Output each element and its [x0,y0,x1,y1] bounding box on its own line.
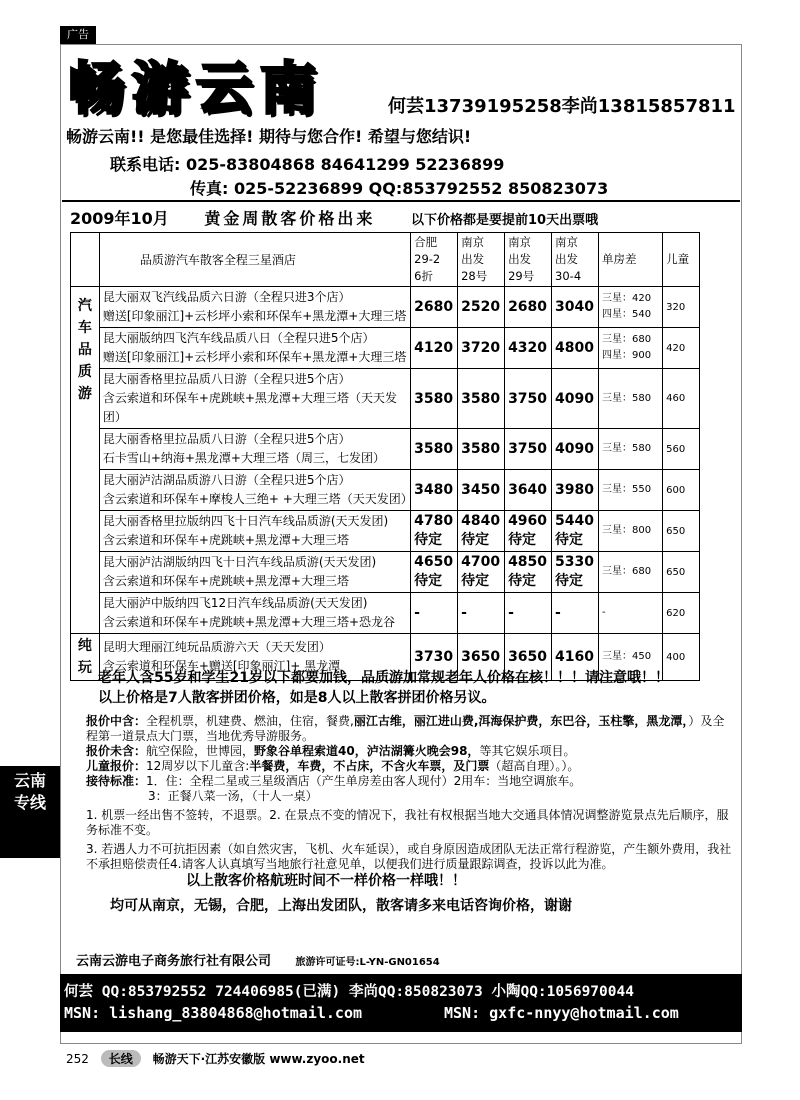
price-cell: 2680 [411,287,458,328]
price-cell: 3450 [458,470,505,511]
table-row [71,369,700,429]
table-header-row [71,233,700,287]
price-cell: 3720 [458,328,505,369]
center-note-2: 均可从南京，无锡，合肥，上海出发团队，散客请多来电话咨询价格，谢谢 [110,898,572,914]
page-number: 252 [66,1052,89,1066]
col-head-nj30: 南京 出发 30-4 [552,233,599,287]
qq-line: 何芸 QQ:853792552 724406985(已满) 李尚QQ:850823073 小陶QQ:1056970044 [64,984,634,1000]
phone-line: 联系电话: 025-83804868 84641299 52236899 [110,155,505,174]
price-cell: 3480 [411,470,458,511]
header-title: 品质游汽车散客全程三星酒店 [99,233,410,287]
table-row [71,429,700,470]
header-blank [71,233,100,287]
col-head-nj28: 南京 出发 28号 [458,233,505,287]
slogan: 畅游云南!! 是您最佳选择! 期待与您合作! 希望与您结识! [66,127,472,146]
single-supplement: 三星：450 [599,634,663,681]
child-price: 400 [663,634,700,681]
price-cell: 3580 [411,429,458,470]
note-group: 以上价格是7人散客拼团价格，如是8人以上散客拼团价格另议。 [98,690,496,706]
route-cell: 昆大丽泸沽湖品质游八日游（全程只进5个店） 含云索道和环保车+摩梭人三绝+ +大理三塔（天天发团） [99,470,410,511]
price-cell: 4120 [411,328,458,369]
price-cell: 5330 待定 [552,552,599,593]
child-price: 650 [663,511,700,552]
section-note: 以下价格都是要提前10天出票哦 [410,213,599,228]
price-cell: 4840 待定 [458,511,505,552]
section-title: 黄金周散客价格出来 [204,209,376,228]
license-number: 旅游许可证号:L-YN-GN01654 [295,957,440,968]
section-pill: 长线 [101,1050,141,1067]
contact-bar [60,974,742,1032]
table-row [71,328,700,369]
price-cell: 3580 [458,429,505,470]
table-row [71,511,700,552]
price-cell: 3580 [458,369,505,429]
table-row [71,593,700,634]
child-price: 460 [663,369,700,429]
table-row [71,287,700,328]
col-head-single: 单房差 [599,233,663,287]
table-row [71,552,700,593]
price-cell: 4090 [552,429,599,470]
price-cell: 4780 待定 [411,511,458,552]
single-supplement: 三星：680 四星：900 [599,328,663,369]
price-cell: - [411,593,458,634]
price-cell: 2680 [505,287,552,328]
price-cell: - [552,593,599,634]
ad-tag: 广告 [60,26,96,44]
note-senior: 老年人含55岁和学生21岁以下都要加钱，品质游加常规老年人价格在核！！！请注意哦！！ [98,670,669,686]
category-auto: 汽 车 品 质 游 [71,287,100,634]
route-cell: 昆大丽香格里拉品质八日游（全程只进5个店） 石卡雪山+纳海+黑龙潭+大理三塔（周三，七发团） [99,429,410,470]
divider [62,200,740,202]
rule-1: 1. 机票一经出售不签转，不退票。2. 在景点不变的情况下，我社有权根据当地大交通具体情况调整游览景点先后顺序，服务标准不变。 [86,808,729,837]
price-cell: 3650 [458,634,505,681]
route-cell: 昆大丽双飞汽线品质六日游（全程只进3个店） 赠送[印象丽江]+云杉坪小索和环保车+黑龙潭+大理三塔 [99,287,410,328]
price-cell: 3040 [552,287,599,328]
single-supplement: 三星：800 [599,511,663,552]
price-cell: 4700 待定 [458,552,505,593]
important-notes [98,668,669,708]
msn-2: MSN: gxfc-nnyy@hotmail.com [444,1004,679,1022]
section-date: 2009年10月 [70,209,169,228]
col-head-nj29: 南京 出发 29号 [505,233,552,287]
single-supplement: 三星：580 [599,369,663,429]
price-table [70,232,700,681]
single-supplement: - [599,593,663,634]
child-line: 儿童报价：12周岁以下儿童含:半餐费，车费，不占床，不含火车票，及门票（超高自理）。）。 [86,759,580,773]
route-cell: 昆大丽香格里拉品质八日游（全程只进5个店） 含云索道和环保车+虎跳峡+黑龙潭+大理三塔（天天发团） [99,369,410,429]
rule-3: 3. 若遇人力不可抗拒因素（如自然灾害，飞机、火车延误），或自身原因造成团队无法正常行程游览，产生额外费用，我社不承担赔偿责任4.请客人认真填写当地旅行社意见单，以便我们进行质量跟踪调查，投诉以此为准。 [86,842,732,871]
side-tab: 云南 专线 [0,766,60,858]
route-cell: 昆大丽泸中版纳四飞12日汽车线品质游(天天发团) 含云索道和环保车+虎跳峡+黑龙潭+大理三塔+恐龙谷 [99,593,410,634]
price-cell: 5440 待定 [552,511,599,552]
section-heading [70,206,598,229]
company-line [76,950,440,969]
price-cell: 3980 [552,470,599,511]
child-price: 320 [663,287,700,328]
standard-meal: 3：正餐八菜一汤，（十人一桌） [148,789,318,803]
col-head-hefei: 合肥 29-2 6折 [411,233,458,287]
col-head-child: 儿童 [663,233,700,287]
child-price: 560 [663,429,700,470]
footer-text: 畅游天下·江苏安徽版 www.zyoo.net [152,1052,365,1066]
child-price: 650 [663,552,700,593]
excluded-line: 报价未含：航空保险，世博园，野象谷单程索道40，泸沽湖篝火晚会98，等其它娱乐项目。 [86,744,576,758]
price-cell: 4850 待定 [505,552,552,593]
price-cell: 3750 [505,429,552,470]
price-details [86,714,736,914]
price-cell: 4320 [505,328,552,369]
price-cell: 4160 [552,634,599,681]
company-name: 云南云游电子商务旅行社有限公司 [76,954,272,969]
center-note-1: 以上散客价格航班时间不一样价格一样哦！！ [186,873,466,889]
single-supplement: 三星：550 [599,470,663,511]
child-price: 600 [663,470,700,511]
price-cell: 3730 [411,634,458,681]
included-line: 报价中含：全程机票，机建费、燃油，住宿，餐费,丽江古维，丽江进山费,洱海保护费，东巴谷，玉柱擎，黑龙潭，）及全程第一道景点大门票，当地优秀导游服务。 [86,714,725,743]
price-cell: - [505,593,552,634]
price-cell: 2520 [458,287,505,328]
child-price: 420 [663,328,700,369]
price-cell: 4960 待定 [505,511,552,552]
route-cell: 昆明大理丽江纯玩品质游六天（天天发团） 含云索道和环保车+赠送[印象丽江]+ 黑龙潭 [99,634,410,681]
contact-phones-top: 何芸13739195258李尚13815857811 [388,96,736,117]
route-cell: 昆大丽版纳四飞汽车线品质八日（全程只进5个店） 赠送[印象丽江]+云杉坪小索和环保车+黑龙潭+大理三塔 [99,328,410,369]
price-cell: 4650 待定 [411,552,458,593]
standard-line: 接待标准：1．住：全程二星或三星级酒店（产生单房差由客人现付）2用车：当地空调旅车。 [86,774,582,788]
price-cell: 4090 [552,369,599,429]
msn-1: MSN: lishang_83804868@hotmail.com [64,1004,363,1022]
price-cell: 4800 [552,328,599,369]
route-cell: 昆大丽泸沽湖版纳四飞十日汽车线品质游(天天发团) 含云索道和环保车+虎跳峡+黑龙潭+大理三塔 [99,552,410,593]
single-supplement: 三星：580 [599,429,663,470]
price-cell: 3580 [411,369,458,429]
child-price: 620 [663,593,700,634]
page-footer [66,1050,365,1067]
price-cell: 3750 [505,369,552,429]
fax-line: 传真: 025-52236899 QQ:853792552 850823073 [190,179,609,198]
route-cell: 昆大丽香格里拉版纳四飞十日汽车线品质游(天天发团) 含云索道和环保车+虎跳峡+黑龙潭+大理三塔 [99,511,410,552]
table-row [71,470,700,511]
price-cell: 3640 [505,470,552,511]
category-pure: 纯 玩 [71,634,100,681]
brand-title: 畅游云南 [68,57,324,122]
single-supplement: 三星：420 四星：540 [599,287,663,328]
single-supplement: 三星：680 [599,552,663,593]
price-cell: 3650 [505,634,552,681]
price-cell: - [458,593,505,634]
